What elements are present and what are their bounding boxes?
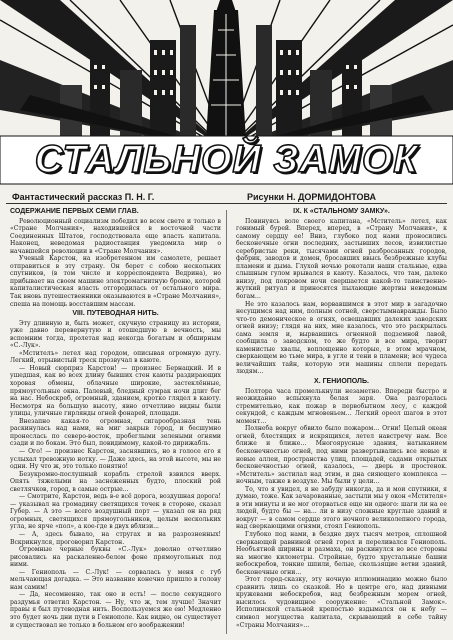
summary-paragraph: Ученый Карстон, на изобретенном им самолете, решает отправиться в эту страну. Он берет с собою нескольких спутников, (в том числе и корреспондента Ведрина), но прибывает на своем машине электромагнитную броню, которой капиталистическая власть отгородилась от остального мира. Так вновь путешественники оказываются в «Стране Молчания», спеша на помощь восставшим массам. [10, 255, 221, 308]
left-column [10, 206, 221, 629]
summary-paragraph: Революционный социализм победил во всем свете и только в «Стране Молчания», находившейся в восточной части Соединенных Штатов, господствовала еще власть капитала. Наконец, неведомая радиостанция уведомила мир о начавшейся революции в «Стране Молчания». [10, 217, 221, 255]
body-paragraph: То, что я увидел, я не забуду никогда, да и мои спутники, я думаю, тоже. Как зачарованные, застыли мы у окон «Мстителя» в эти минуты и не мог оторваться еще ни одного: шаги ли на ее людей, будто бы — на... ли в низу сложные круглые зданий и вокруг — в самом сердце этого ночного великолепного города, над сверкающими огнями, стоял Гениополь. [236, 485, 447, 531]
body-paragraph: Эту длинную и, быть может, скучную страницу из истории, уже давно перевернутую и отошедшую в вечность, мы вспомним тогда, пролетая над некогда богатым и обширным «С.-Лук». [10, 319, 221, 350]
body-paragraph: Полнеба вокруг обвило было пожаром… Огни! Целый океан огней, блестящих и искрящихся, летел навстречу нам. Все ближе и ближе… Многоярусные здания, натыканием бесконечностью огней, под ними развертывались все новые и новые аллеи, пространства улиц, площадей, садами открытых бесконечностью огней, казалось, — дверь и простенок. «Мститель» застилал над этим, и дна сияющего комплекса — ночным, также в воздухе. Мы были у цели… [236, 425, 447, 486]
chapter-heading: IX. К «СТАЛЬНОМУ ЗАМКУ». [293, 208, 390, 215]
body-paragraph: Безукромно-послушный корабль стрелой взвился вверх. Опять тяжелыми на заснеженных будто, плоский рой светлячков, город, в самые острые... [10, 470, 221, 493]
body-paragraph: Полтора часа промелькнули незаметно. Впереди быстро и неожиданно вспыхнула белая заря. Она разгоралась стремительно, как пожар в первобытном лесу, с каждой секундой, с каждым мгновеньем… Легкий ореол шагов в этот момент… [236, 387, 447, 425]
header-illustration [0, 0, 453, 192]
story-title: СТАЛЬНОЙ ЗАМОК [34, 138, 419, 181]
column-divider [226, 210, 227, 634]
header-rule [6, 203, 447, 204]
title-banner [6, 140, 447, 180]
body-paragraph: Не это казалось нам, ворвавшимся в этот мир в загадочно несущимся над ним, полным сотней, сверстымнавражды. Было что-то демоническое в огнях, освещавших далеких заводских огней внизу; глядя на них, мне казалось, что это раскрылась сама земля и, вырвавшись огненной подземной лавой, сообщила о заводском, то же будто и все мира, творит каменистые хвалы, воплощенно которые, в этом мрачном, сверкающем во тьме мира, в угле и тени в пламени; все чудеса величайших тайн, которую эти машины сплели передать людям… [236, 300, 447, 376]
right-column [236, 206, 447, 629]
body-paragraph: — А, здесь бывало, на стругах и на разрозненных! Вскрикнулся, проговорил Карстон. [10, 530, 221, 546]
body-paragraph: Глубоко под нами, в бездне двух тысяч метров, сплошной сверкающей равниной огней горел и переливался Гениополь. Необъятной ширины и размаха, он раскинулся во все стороны на многие километры. Стройные, будто хрустальные башни небоскребов, тонкие шпили, белые, скользящие ветви зданий, бесконечные огни… [236, 530, 447, 576]
chapter-heading: VIII. ПУТЕВОДНАЯ НИТЬ. [72, 310, 159, 318]
body-paragraph: «Мстителъ» летел над городом, описывая огромную дугу. Легкий, отрывистый треск прозвучал в каюте. [10, 349, 221, 365]
body-paragraph: Огромные черные буквы «С.-Лук» доволно отчетливо рисовались на раскаленно-белом фоне прямоугольных под ними. [10, 546, 221, 569]
summary-heading: СОДЕРЖАНИЕ ПЕРВЫХ СЕМИ ГЛАВ. [10, 208, 139, 215]
body-paragraph: — Ого! — произнес Карстон, заснявшись, но в голосе его я услыхал тревожную нотку. — Даже здесь, на этой высоте, мы не одни. Ну что ж, это только понятно! [10, 447, 221, 471]
body-paragraph: Повинуясь воле своего капитана, «Мститель» летел, как гонимый бурей. Вперед, вперед, в «Страну Молчания», к самому сердцу ее! Вниз, глубоко под нами проносились бесконечные огни последних, застывших лесов, извилистые серебристые реки, тысячами огней разбросанных городов, фабрик, заводов и домен, бросавших ввысь безбрежные клубы пламени и дыма. Глухой ночью рокотали наши стальные, едва слышным гулом врывался в каюту. Казалось, что там, далеко внизу, под покровом ночи свершается какой-то таинственно-жуткий ритуал и приносятся пылающие жертвы неведомым богам… [236, 217, 447, 301]
story-byline: Фантастический рассказ П. Н. Г. [12, 192, 155, 202]
chapter-heading: X. ГЕНИОПОЛЬ. [314, 378, 369, 386]
body-paragraph: — Да, несомненно, так оно и есть! — после секундного раздумья ответил Карстон. — Ну, что ж, тем лучше! Значит правы я был путеводная нить. Воспользуемся же ею! Медленно это будет ночь дни пути в Гениополе. Как видно, он существует и существовал не только в больном его воображении! [10, 591, 221, 629]
body-paragraph: Внезапно какая-то огромная, сигарообразная тень раскинулась над нами, на миг закрыв город, и бесшумно пронеслась по северо-восток, пробеглыми зелеными огнями сзади и по бокам. Это был, повидимому, какой-то дирижабль. [10, 417, 221, 448]
body-paragraph: — Смотрите, Карстон, ведь в-е всё дорога, воздушная дорога! — указывал на громадину светящихся точек в стороне, сказал Губер. — А это — всего воздушный порт — указал он на ряд огромных, светящихся прямоугольников, целым нескольких угла, не ярче «пол», а кое-где в двух вблизи... [10, 493, 221, 531]
body-paragraph: — Гениополь — С.-Лук! — сорвалась у меня с губ мельчающая догадка. — Это название конечно пришло в голову нам самим! [10, 568, 221, 591]
body-paragraph: — Новый сюрприз Карстон! — произнес Бернацкий. И в ушедшая, как во всех длину бывших стен каюты раздирающих хоровая обмены, облачные широкие, застеклённые, прямоугольные окна. Палевый, бледный сумрак ночи длит бег на нас. Небоскреб, огромный, зданием, кротко глядел в каюту. Несмотря на большую высоту, явно отчетливо видны были улицы, уличные гирлянды огней фонарей, площади. [10, 364, 221, 418]
body-paragraph: Этот город-сказку, эту ночную иллюминацию можно было сравнить лишь со сказкой. Но в центре его, над дивными кружевами небоскребов, над безбрежным морем огней, высилось чудовищное сооружение: «Стальной Замок». Исполинской стальной крепостью вздымался он к небу — символ могущества капитала, скрывающий в себе тайну «Страны Молчания»… [236, 576, 447, 629]
illustrator-credit: Рисунки Н. ДОРМИДОНТОВА [247, 192, 377, 202]
